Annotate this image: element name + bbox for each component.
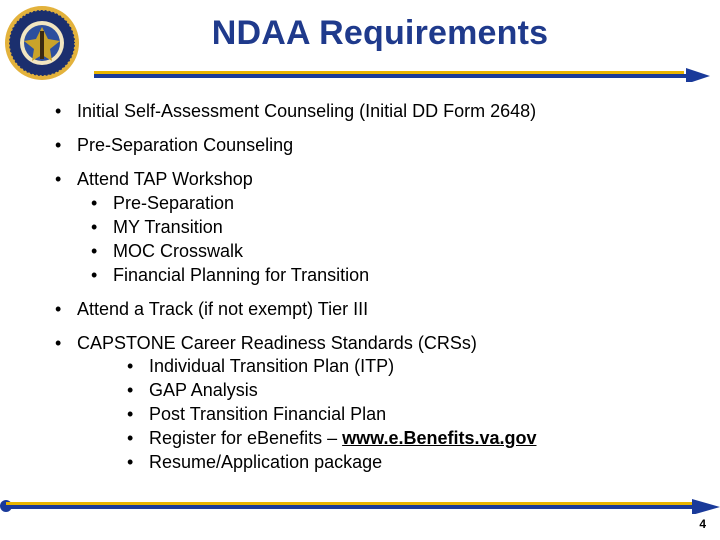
- bullet-marker: •: [55, 169, 62, 189]
- sub-bullet-marker: •: [127, 452, 134, 472]
- sub-bullet-post-transition-financial-plan: Post Transition Financial Plan: [149, 404, 387, 424]
- sub-bullet-marker: •: [127, 380, 134, 400]
- bottom-divider-arrow: [0, 498, 720, 514]
- sub-bullet-marker: •: [91, 241, 98, 261]
- ebenefits-link[interactable]: www.e.Benefits.va.gov: [342, 428, 537, 448]
- sub-bullet-marker: •: [91, 193, 98, 213]
- bullet-marker: •: [55, 135, 62, 155]
- sub-bullet-marker: •: [91, 217, 98, 237]
- sub-bullet-gap-analysis: GAP Analysis: [149, 380, 258, 400]
- bullet-attend-a-track: Attend a Track (if not exempt) Tier III: [77, 299, 369, 319]
- bullet-marker: •: [55, 299, 62, 319]
- sub-bullet-register-ebenefits: [149, 427, 537, 449]
- sub-bullet-marker: •: [91, 265, 98, 285]
- page-number: 4: [699, 517, 706, 531]
- sub-bullet-marker: •: [127, 404, 134, 424]
- bullet-capstone-crs: CAPSTONE Career Readiness Standards (CRSs): [77, 333, 477, 353]
- sub-bullet-financial-planning: Financial Planning for Transition: [113, 265, 370, 285]
- sub-bullet-moc-crosswalk: MOC Crosswalk: [113, 241, 244, 261]
- sub-bullet-pre-separation: Pre-Separation: [113, 193, 235, 213]
- sub-bullet-my-transition: MY Transition: [113, 217, 223, 237]
- bullet-pre-separation-counseling: Pre-Separation Counseling: [77, 135, 294, 155]
- bullet-marker: •: [55, 333, 62, 353]
- register-ebenefits-text: Register for eBenefits –: [149, 428, 343, 448]
- sub-bullet-itp: Individual Transition Plan (ITP): [149, 356, 395, 376]
- sub-bullet-resume-package: Resume/Application package: [149, 452, 383, 472]
- bullet-attend-tap-workshop: Attend TAP Workshop: [77, 169, 253, 189]
- sub-bullet-marker: •: [127, 356, 134, 376]
- sub-bullet-marker: •: [127, 428, 134, 448]
- bullet-initial-self-assessment: Initial Self-Assessment Counseling (Initial DD Form 2648): [77, 101, 537, 121]
- bullet-marker: •: [55, 101, 62, 121]
- slide-title: NDAA Requirements: [211, 14, 549, 52]
